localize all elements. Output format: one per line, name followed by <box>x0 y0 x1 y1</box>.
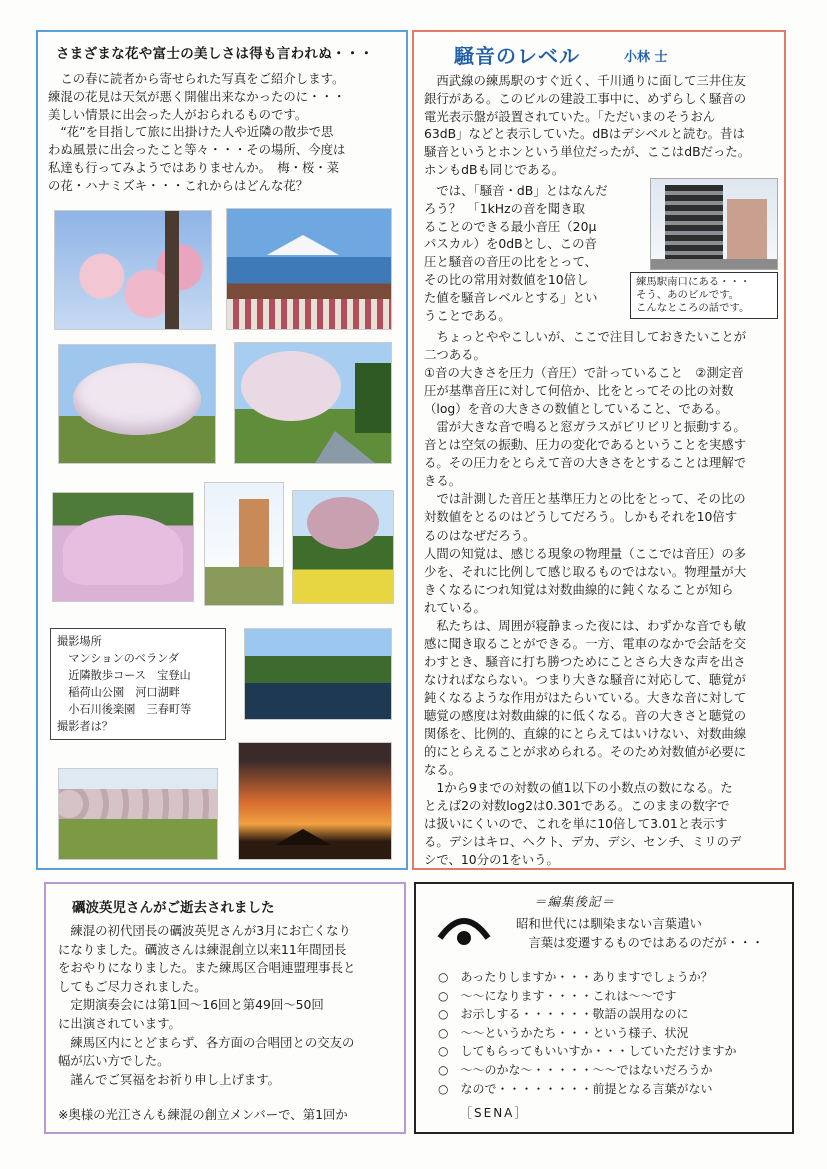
author-name: 小林 士 <box>624 50 668 65</box>
memorial-notice <box>44 882 406 1134</box>
building-photo <box>650 178 778 270</box>
noise-explanation: ちょっとややこしいが、ここで注目しておきたいことが 二つある。 ①音の大きさを圧力（音圧）で計っていること ②測定音 圧が基準音圧に対して何倍か、比をとってその比の対数 （log）を音の大きさの数値としていること、である。 雷が大きな音で鳴ると窓ガラスがビリビリと振動する。 音とは空気の振動、圧力の変化であるということを実感す る。その圧力をとらえて音の大きさをとすることは理解で きる。 では計測した音圧と基準圧力との比をとって、その比の 対数値をとるのはどうしてだろう。しかもそれを10倍す るのはなぜだろう。 人間の知覚は、感じる現象の物理量（ここでは音圧）の多 少を、それに比例して感じ取るものではない。物理量が大 きくなるにつれ知覚は対数曲線的に鈍くなることが知ら れている。 私たちは、周囲が寝静まった夜には、わずかな音でも敏 感に聞き取ることができる。一方、電車のなかで会話を交 わすとき、騒音に打ち勝つためにことさら大きな声を出さ なければならない。つまり大きな騒音に対応して、聴覚が 鈍くなるような作用がはたらいている。大きな音に対して 聴覚の感度は対数曲線的に低くなる。音の大きさと聴覚の 関係を、比例的、直線的にとらえてはいけない、対数曲線 的にとらえることが求められる。そのため対数値が必要に なる。 1から9までの対数の値1以下の小数点の数になる。た とえば2の対数log2は0.301である。このままの数字で は扱いにくいので、これを単に10倍して3.01と表示す る。デシはキロ、ヘクト、デカ、デシ、センチ、ミリのデ シで、10分の1をいう。 <box>424 329 747 868</box>
noise-title: 騒音のレベル <box>454 44 580 68</box>
list-item: ○ ～～のかな～・・・・・～～ではないだろうか <box>438 1062 713 1077</box>
memorial-note: ※奥様の光江さんも練混の創立メンバーで、第1回か <box>58 1107 348 1122</box>
list-item: ○ あったりしますか・・・ありますでしょうか？ <box>438 970 713 984</box>
list-item: ○ お示しする・・・・・・敬語の誤用なのに <box>438 1007 689 1022</box>
photo-caption-box: 撮影場所 マンションのベランダ 近隣散歩コース 宝登山 稲荷山公園 河口湖畔 小石川後楽園 三春町等 撮影者は？ <box>50 628 226 740</box>
memorial-title: 礪波英児さんがご逝去されました <box>72 900 275 916</box>
memorial-body: 練混の初代団長の礪波英児さんが3月にお亡くなり になりました。礪波さんは練混創立以来11年間団長 をおやりになりました。また練馬区合唱連盟理事長と してもご尽力されました。 定期演奏会には第1回～16回と第49回～50回 に出演されています。 練馬区内にとどまらず、各方面の合唱団との交友の 幅が広い方でした。 謹んでご冥福をお祈り申し上げます。 <box>58 923 356 1087</box>
list-item: ○ ～～というかたち・・・という様子、状況 <box>438 1025 689 1040</box>
photos-intro: この春に読者から寄せられた写真をご紹介します。 練混の花見は天気が悪く開催出来なかったのに・・・ 美しい情景に出会った人がおられるものです。 “花”を目指して旅に出掛けた人や近隣の散歩で思 わぬ風景に出会ったこと等々・・・その場所、今度は 私達も行ってみようではありませんか。 梅・桜・菜 の花・ハナミズキ・・・これからはどんな花？ <box>48 71 346 193</box>
noise-intro: 西武線の練馬駅のすぐ近く、千川通りに面して三井住友 銀行がある。このビルの建設工事中に、めずらしく騒音の 電光表示盤が設置されていた。「ただいまのそうおん 63dB」などと表示していた。dBはデシベルと読む。昔は 騒音というとホンという単位だったが、ここはdBだった。 ホンもdBも同じである。 <box>424 73 751 177</box>
mount-fuji-lake-photo <box>226 208 392 330</box>
fuji-sunset-photo <box>238 742 392 860</box>
garden-pond-photo <box>244 628 392 720</box>
cherry-path-photo <box>234 342 392 464</box>
building-caption: 練馬駅南口にある・・・ そう、あのビルです。 こんなところの話です。 <box>630 272 778 319</box>
noise-level-article <box>412 30 786 870</box>
noise-definition: では、「騒音・dB」とはなんだ ろう？ 「1kHzの音を聞き取 ることのできる最小音圧（20μ パスカル）を0dBとし、この音 圧と騒音の音圧の比をとって、 その比の常用対数値を10倍し た値を騒音レベルとする」とい うことである。 <box>424 183 608 323</box>
list-item: ○ ～～になります・・・・これは～～です <box>438 988 677 1003</box>
cherry-row-photo <box>58 768 218 860</box>
face-icon <box>436 908 492 948</box>
photos-article <box>36 30 408 870</box>
editor-intro: 昭和世代には馴染まない言葉遣い 言葉は変遷するものではあるのだが・・・ <box>516 916 764 950</box>
list-item: ○ なので・・・・・・・・前提となる言葉がない <box>438 1081 713 1096</box>
list-item: ○ してもらってもいいすか・・・していただけますか <box>438 1044 737 1059</box>
editor-title: ＝編集後記＝ <box>534 894 616 909</box>
editor-list <box>438 968 736 1098</box>
weeping-cherry-photo <box>52 492 194 602</box>
dogwood-tower-photo <box>204 482 284 606</box>
plum-blossom-photo <box>54 210 212 330</box>
cherry-tree-photo <box>58 344 216 464</box>
photos-title: さまざまな花や富士の美しさは得も言われぬ・・・ <box>56 46 374 62</box>
editor-postscript <box>414 882 794 1134</box>
rapeseed-field-photo <box>292 490 394 604</box>
editor-signature: ［SENA］ <box>460 1106 529 1120</box>
